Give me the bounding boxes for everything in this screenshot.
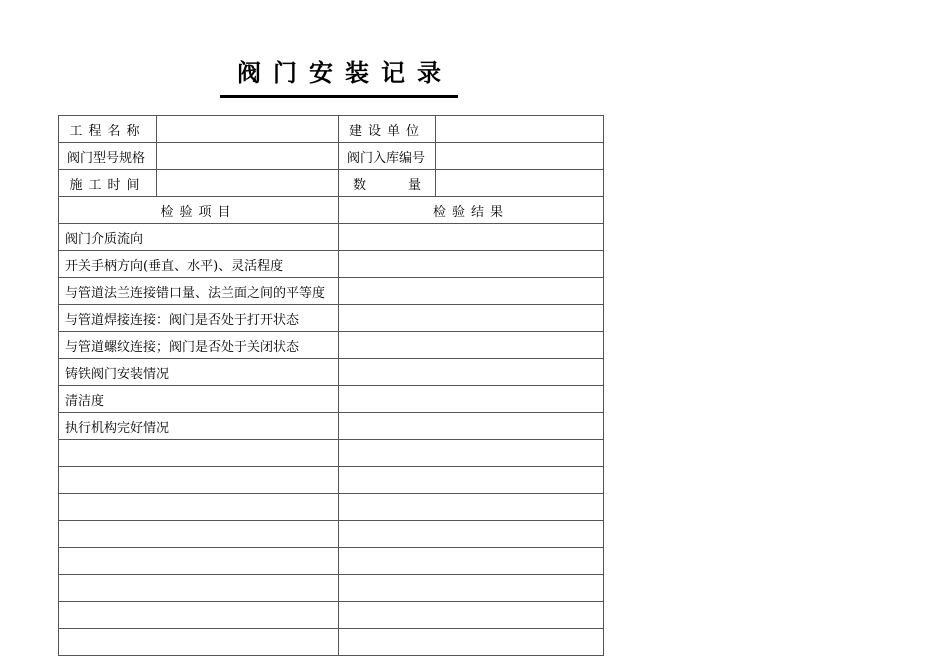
inspection-result-header: 检验结果 [339,197,604,224]
construction-unit-label: 建设单位 [339,116,436,143]
table-row [59,224,604,251]
inspection-item-header: 检验项目 [59,197,339,224]
inspection-result-cell[interactable] [339,224,604,251]
inspection-result-cell[interactable] [339,629,604,656]
inspection-result-cell[interactable] [339,467,604,494]
table-row [59,494,604,521]
inspection-item-cell: 阀门介质流向 [59,224,339,251]
quantity-label [339,170,436,197]
inspection-item-cell: 铸铁阀门安装情况 [59,359,339,386]
inspection-item-cell [59,575,339,602]
inspection-result-cell[interactable] [339,548,604,575]
valve-model-spec-field[interactable] [157,143,339,170]
construction-time-field[interactable] [157,170,339,197]
construction-unit-field[interactable] [436,116,604,143]
inspection-item-cell [59,521,339,548]
inspection-item-cell: 执行机构完好情况 [59,413,339,440]
valve-stock-number-label: 阀门入库编号 [339,143,436,170]
inspection-result-cell[interactable] [339,251,604,278]
valve-model-spec-label: 阀门型号规格 [59,143,157,170]
inspection-result-cell[interactable] [339,494,604,521]
valve-stock-number-field[interactable] [436,143,604,170]
inspection-item-cell [59,548,339,575]
inspection-item-cell: 与管道螺纹连接；阀门是否处于关闭状态 [59,332,339,359]
inspection-item-cell [59,440,339,467]
table-row [59,251,604,278]
inspection-item-cell [59,602,339,629]
table-row [59,602,604,629]
inspection-result-cell[interactable] [339,386,604,413]
inspection-item-cell: 清洁度 [59,386,339,413]
inspection-result-cell[interactable] [339,440,604,467]
inspection-result-cell[interactable] [339,332,604,359]
table-row [59,305,604,332]
inspection-rows [59,224,604,656]
header-row-project [59,116,604,143]
quantity-field[interactable] [436,170,604,197]
inspection-result-cell[interactable] [339,413,604,440]
inspection-result-cell[interactable] [339,305,604,332]
inspection-item-cell: 与管道焊接连接：阀门是否处于打开状态 [59,305,339,332]
inspection-result-cell[interactable] [339,602,604,629]
inspection-result-cell[interactable] [339,359,604,386]
title-underline [220,95,458,98]
inspection-item-cell [59,494,339,521]
table-row [59,521,604,548]
quantity-label-char-1: 数 [352,177,366,193]
title-block [220,54,458,98]
inspection-item-cell: 与管道法兰连接错口量、法兰面之间的平等度 [59,278,339,305]
inspection-item-cell: 开关手柄方向(垂直、水平)、灵活程度 [59,251,339,278]
header-row-time [59,170,604,197]
construction-time-label: 施工时间 [59,170,157,197]
table-row [59,359,604,386]
inspection-result-cell[interactable] [339,575,604,602]
inspection-result-cell[interactable] [339,521,604,548]
table-row [59,332,604,359]
table-row [59,440,604,467]
table-row [59,467,604,494]
table-row [59,413,604,440]
inspection-result-cell[interactable] [339,278,604,305]
table-row [59,548,604,575]
inspection-item-cell [59,629,339,656]
project-name-field[interactable] [157,116,339,143]
page-title: 阀门安装记录 [237,58,453,87]
table-row [59,386,604,413]
table-row [59,278,604,305]
inspection-item-cell [59,467,339,494]
column-header-row [59,197,604,224]
table-row [59,629,604,656]
quantity-label-char-2: 量 [408,177,422,193]
header-row-valve-spec [59,143,604,170]
table-row [59,575,604,602]
valve-installation-record-table [58,115,604,656]
project-name-label: 工程名称 [59,116,157,143]
